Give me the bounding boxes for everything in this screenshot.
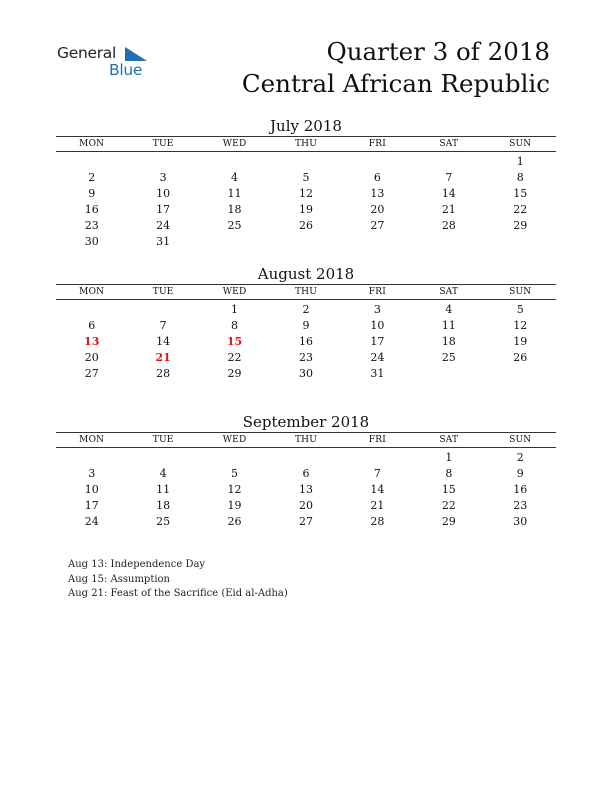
day-cell: 5 (231, 467, 239, 480)
weekday-label: SAT (439, 287, 459, 297)
generalblue-logo (57, 44, 157, 80)
day-cell: 23 (298, 351, 313, 364)
day-cell: 22 (513, 203, 528, 216)
day-cell (270, 234, 341, 250)
day-cell: 6 (373, 171, 381, 184)
weekday-label: MON (79, 287, 105, 297)
day-cell: 19 (227, 499, 242, 512)
day-cell: 13 (370, 187, 385, 200)
day-cell: 30 (513, 515, 528, 528)
day-cell: 18 (441, 335, 456, 348)
day-cell (199, 154, 270, 170)
day-cell (342, 154, 413, 170)
weekday-label: SUN (509, 435, 532, 445)
weekday-label: WED (222, 287, 247, 297)
week-row (56, 350, 556, 366)
weekday-label: SUN (509, 139, 532, 149)
month-calendar (56, 265, 556, 382)
weekday-label: SUN (509, 287, 532, 297)
day-cell: 3 (159, 171, 167, 184)
weekday-label: TUE (152, 435, 174, 445)
day-cell: 25 (441, 351, 456, 364)
title-quarter: Quarter 3 of 2018 (326, 37, 550, 66)
weekday-label: THU (294, 435, 317, 445)
day-cell: 7 (159, 319, 167, 332)
holiday-day-cell: 15 (226, 335, 243, 348)
day-cell (342, 234, 413, 250)
day-cell: 12 (513, 319, 528, 332)
weekday-label: WED (222, 139, 247, 149)
day-cell: 29 (441, 515, 456, 528)
weekday-label: FRI (368, 435, 386, 445)
day-cell: 9 (88, 187, 96, 200)
day-cell: 11 (227, 187, 242, 200)
day-cell: 23 (84, 219, 99, 232)
day-cell: 17 (156, 203, 171, 216)
day-cell (270, 154, 341, 170)
day-cell: 28 (156, 367, 171, 380)
holiday-day-cell: 13 (84, 335, 100, 348)
day-cell: 20 (84, 351, 99, 364)
day-cell: 3 (373, 303, 381, 316)
day-cell: 18 (156, 499, 171, 512)
day-cell: 18 (227, 203, 242, 216)
day-cell: 4 (159, 467, 167, 480)
day-cell: 17 (84, 499, 99, 512)
weekday-header (56, 432, 556, 448)
day-cell: 14 (156, 335, 171, 348)
week-row (56, 186, 556, 202)
holiday-note: Aug 15: Assumption (68, 573, 171, 585)
day-cell: 2 (88, 171, 96, 184)
day-cell: 13 (298, 483, 313, 496)
day-cell: 7 (445, 171, 453, 184)
day-cell (56, 154, 127, 170)
weekday-label: MON (79, 139, 105, 149)
day-cell: 9 (516, 467, 524, 480)
weekday-label: TUE (152, 287, 174, 297)
weekday-header (56, 284, 556, 300)
day-cell: 8 (516, 171, 524, 184)
day-cell: 10 (370, 319, 385, 332)
day-cell: 3 (88, 467, 96, 480)
day-cell: 15 (513, 187, 528, 200)
day-cell: 1 (516, 155, 524, 168)
holiday-day-cell: 21 (155, 351, 171, 364)
day-cell: 20 (370, 203, 385, 216)
day-cell: 31 (156, 235, 171, 248)
week-row (56, 202, 556, 218)
day-cell: 8 (231, 319, 239, 332)
week-row (56, 170, 556, 186)
day-cell (485, 366, 556, 382)
day-cell: 28 (370, 515, 385, 528)
week-row (56, 498, 556, 514)
day-cell: 17 (370, 335, 385, 348)
day-cell: 30 (298, 367, 313, 380)
week-row (56, 450, 556, 466)
day-cell: 15 (441, 483, 456, 496)
day-cell: 29 (227, 367, 242, 380)
month-title: September 2018 (242, 413, 370, 431)
day-cell: 22 (441, 499, 456, 512)
day-cell: 16 (298, 335, 313, 348)
day-cell: 12 (298, 187, 313, 200)
week-row (56, 234, 556, 250)
month-calendar (56, 413, 556, 530)
day-cell (413, 366, 484, 382)
week-row (56, 514, 556, 530)
day-cell: 19 (298, 203, 313, 216)
day-cell: 14 (370, 483, 385, 496)
day-cell (199, 450, 270, 466)
day-cell (56, 302, 127, 318)
day-cell: 10 (156, 187, 171, 200)
day-cell: 24 (84, 515, 99, 528)
day-cell: 16 (84, 203, 99, 216)
day-cell: 5 (302, 171, 310, 184)
weekday-label: TUE (152, 139, 174, 149)
day-cell: 29 (513, 219, 528, 232)
week-row (56, 154, 556, 170)
weekday-header (56, 136, 556, 152)
day-cell: 25 (156, 515, 171, 528)
page-title (242, 36, 550, 100)
week-row (56, 482, 556, 498)
day-cell: 5 (516, 303, 524, 316)
day-cell: 27 (84, 367, 99, 380)
month-calendar (56, 117, 556, 250)
day-cell: 1 (445, 451, 453, 464)
day-cell (199, 234, 270, 250)
day-cell (127, 302, 198, 318)
day-cell: 30 (84, 235, 99, 248)
day-cell: 23 (513, 499, 528, 512)
day-cell: 6 (302, 467, 310, 480)
day-cell: 21 (370, 499, 385, 512)
holiday-note: Aug 13: Independence Day (68, 559, 206, 570)
day-cell: 10 (84, 483, 99, 496)
day-cell: 24 (156, 219, 171, 232)
weekday-label: MON (79, 435, 105, 445)
holiday-note: Aug 21: Feast of the Sacrifice (Eid al-Adha) (68, 588, 288, 599)
title-country: Central African Republic (241, 69, 550, 98)
logo-blue-text: Blue (109, 61, 143, 79)
day-cell: 27 (298, 515, 313, 528)
day-cell: 14 (441, 187, 456, 200)
day-cell: 9 (302, 319, 310, 332)
week-row (56, 218, 556, 234)
day-cell: 21 (441, 203, 456, 216)
week-row (56, 334, 556, 350)
day-cell: 12 (227, 483, 242, 496)
logo-triangle-icon (125, 47, 147, 61)
logo-general-text: General (57, 44, 116, 62)
day-cell: 24 (370, 351, 385, 364)
day-cell: 2 (302, 303, 310, 316)
day-cell (127, 154, 198, 170)
day-cell: 31 (370, 367, 385, 380)
day-cell: 20 (298, 499, 313, 512)
day-cell (56, 450, 127, 466)
day-cell: 26 (298, 219, 313, 232)
weekday-label: FRI (368, 139, 386, 149)
day-cell: 11 (441, 319, 456, 332)
day-cell: 11 (156, 483, 171, 496)
day-cell (270, 450, 341, 466)
weekday-label: WED (222, 435, 247, 445)
week-row (56, 302, 556, 318)
day-cell: 26 (513, 351, 528, 364)
month-title: July 2018 (270, 117, 342, 135)
day-cell (485, 234, 556, 250)
week-row (56, 318, 556, 334)
week-row (56, 366, 556, 382)
day-cell: 27 (370, 219, 385, 232)
day-cell: 7 (373, 467, 381, 480)
day-cell: 2 (516, 451, 524, 464)
holiday-notes (68, 558, 288, 602)
month-title: August 2018 (257, 265, 355, 283)
day-cell: 4 (231, 171, 239, 184)
day-cell: 22 (227, 351, 242, 364)
weekday-label: THU (294, 139, 317, 149)
day-cell (413, 234, 484, 250)
day-cell: 6 (88, 319, 96, 332)
weekday-label: SAT (439, 139, 459, 149)
day-cell: 26 (227, 515, 242, 528)
day-cell: 1 (231, 303, 239, 316)
day-cell: 25 (227, 219, 242, 232)
weekday-label: FRI (368, 287, 386, 297)
day-cell: 4 (445, 303, 453, 316)
day-cell (127, 450, 198, 466)
day-cell: 28 (441, 219, 456, 232)
day-cell (413, 154, 484, 170)
weekday-label: SAT (439, 435, 459, 445)
day-cell: 16 (513, 483, 528, 496)
day-cell: 8 (445, 467, 453, 480)
day-cell (342, 450, 413, 466)
weekday-label: THU (294, 287, 317, 297)
week-row (56, 466, 556, 482)
day-cell: 19 (513, 335, 528, 348)
